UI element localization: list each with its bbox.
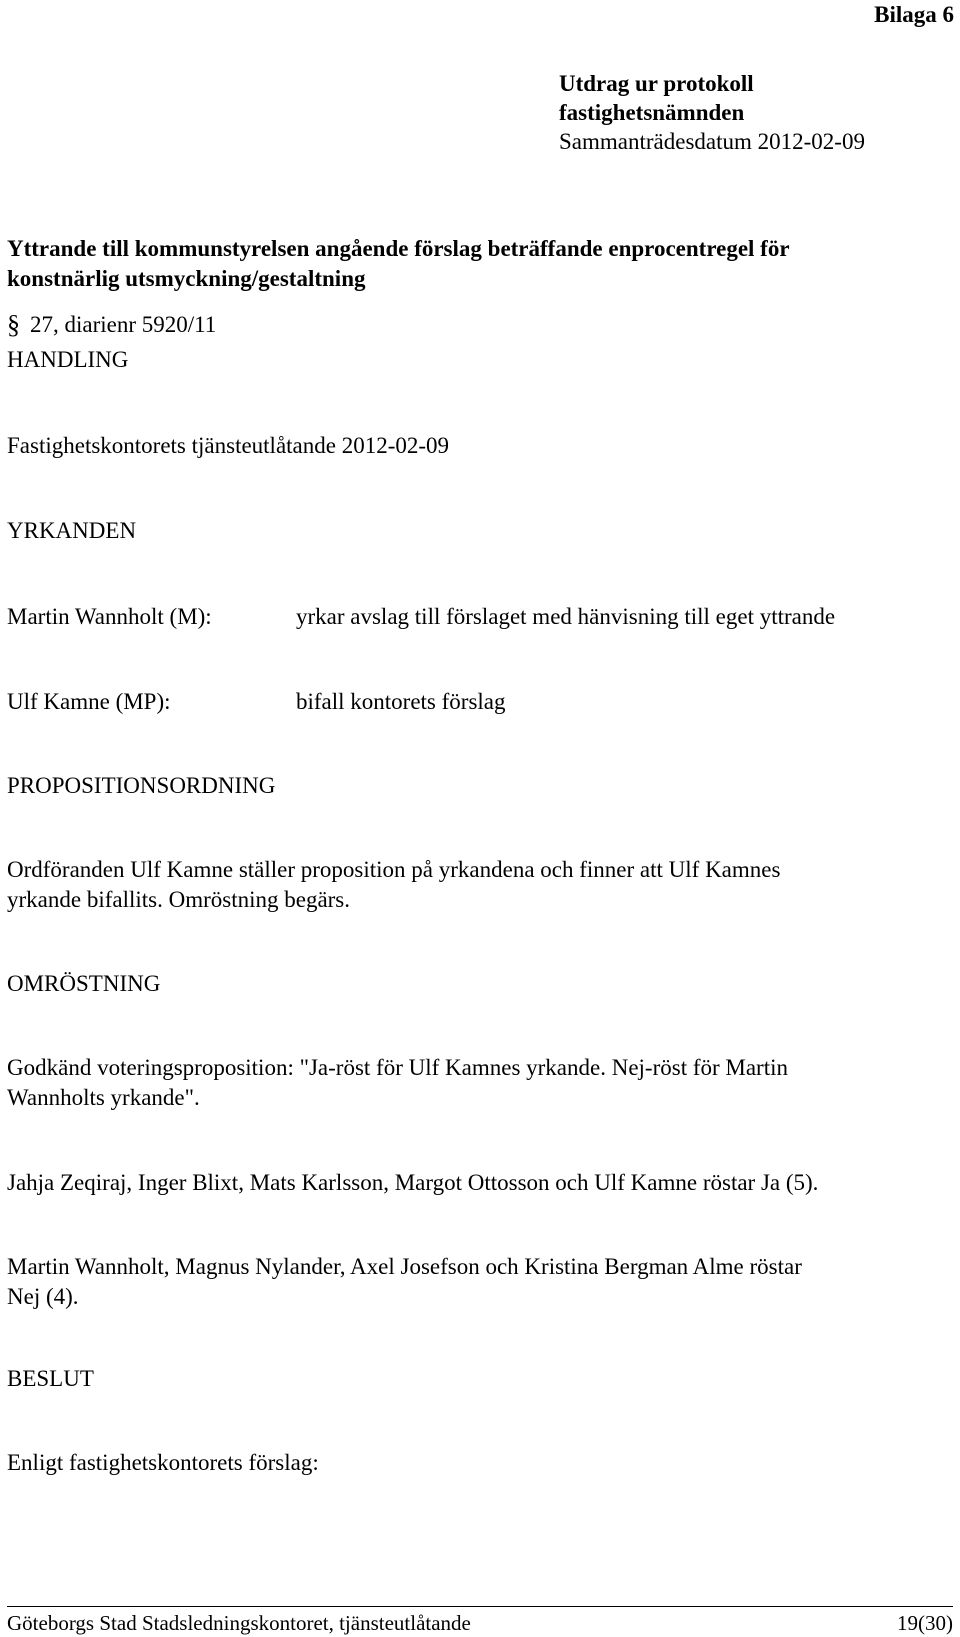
motion-text: bifall kontorets förslag [296, 689, 506, 714]
subject-heading [7, 234, 790, 294]
no-votes-line-1: Martin Wannholt, Magnus Nylander, Axel Josefson och Kristina Bergman Alme röstar [7, 1254, 802, 1279]
footer-divider [7, 1606, 953, 1607]
handling-text: Fastighetskontorets tjänsteutlåtande 2012-02-09 [7, 433, 450, 458]
meeting-date: Sammanträdesdatum 2012-02-09 [559, 129, 865, 154]
protocol-header [559, 69, 865, 156]
propositionsordning-line-1: Ordföranden Ulf Kamne ställer proposition på yrkandena och finner att Ulf Kamnes [7, 857, 781, 882]
handling-heading: HANDLING [7, 347, 129, 372]
paragraph-symbol: § [7, 310, 20, 339]
yrkanden-heading: YRKANDEN [7, 518, 137, 543]
motion-text: yrkar avslag till förslaget med hänvisning till eget yttrande [296, 604, 836, 629]
subject-line-1: Yttrande till kommunstyrelsen angående förslag beträffande enprocentregel för [7, 236, 790, 261]
propositionsordning-line-2: yrkande bifallits. Omröstning begärs. [7, 887, 351, 912]
protocol-title: Utdrag ur protokoll [559, 71, 754, 96]
appendix-label: Bilaga 6 [874, 2, 954, 27]
footer-page-number: 19(30) [897, 1611, 953, 1635]
voting-proposition [7, 1053, 788, 1113]
beslut-heading: BESLUT [7, 1366, 94, 1391]
committee-name: fastighetsnämnden [559, 100, 745, 125]
paragraph-reference [7, 310, 216, 340]
paragraph-number: 27, diarienr 5920/11 [30, 312, 217, 337]
no-votes [7, 1252, 802, 1312]
no-votes-line-2: Nej (4). [7, 1284, 79, 1309]
footer-organization: Göteborgs Stad Stadsledningskontoret, tjänsteutlåtande [7, 1611, 471, 1635]
motion-name: Ulf Kamne (MP): [7, 689, 171, 714]
propositionsordning-heading: PROPOSITIONSORDNING [7, 773, 276, 798]
voting-proposition-line-1: Godkänd voteringsproposition: "Ja-röst för Ulf Kamnes yrkande. Nej-röst för Martin [7, 1055, 789, 1080]
yes-votes: Jahja Zeqiraj, Inger Blixt, Mats Karlsson, Margot Ottosson och Ulf Kamne röstar Ja (5). [7, 1170, 819, 1195]
omrostning-heading: OMRÖSTNING [7, 971, 161, 996]
motion-name: Martin Wannholt (M): [7, 604, 212, 629]
voting-proposition-line-2: Wannholts yrkande". [7, 1085, 200, 1110]
beslut-text: Enligt fastighetskontorets förslag: [7, 1450, 319, 1475]
propositionsordning-text [7, 855, 780, 915]
subject-line-2: konstnärlig utsmyckning/gestaltning [7, 266, 366, 291]
